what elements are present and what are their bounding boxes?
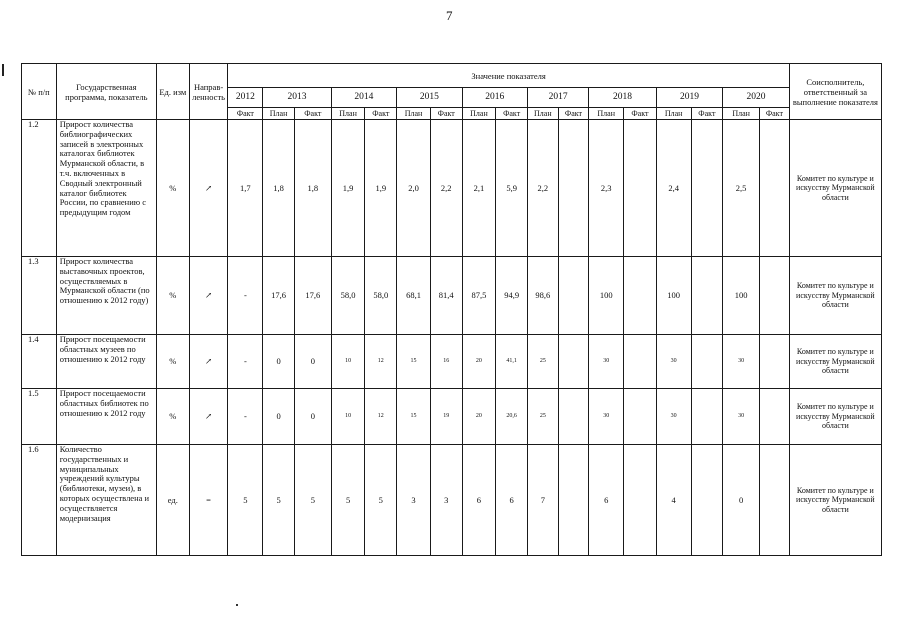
header-subcolumn: Факт xyxy=(430,108,462,120)
indicator-name: Количество государственных и муниципальных учреждений культуры (библиотеки, музеи), в которых осуществлена и осуществляется модернизация xyxy=(56,445,156,556)
value-cell: 58,0 xyxy=(331,257,365,335)
value-cell xyxy=(760,445,790,556)
value-cell: 41,1 xyxy=(496,335,528,389)
header-subcolumn: Факт xyxy=(496,108,528,120)
header-subcolumn: План xyxy=(656,108,691,120)
direction-cell: ↗ xyxy=(189,120,228,257)
value-cell: 0 xyxy=(294,389,331,445)
value-cell: 100 xyxy=(656,257,691,335)
row-number: 1.4 xyxy=(22,335,57,389)
direction-cell: = xyxy=(189,445,228,556)
header-subcolumn: План xyxy=(263,108,295,120)
header-subcolumn: Факт xyxy=(228,108,263,120)
direction-cell: ↗ xyxy=(189,389,228,445)
header-year: 2013 xyxy=(263,88,331,108)
indicator-name: Прирост количества библиографических записей в электронных каталогах библиотек Мурманской области, в т.ч. включенных в Сводный электронный каталог библиотек России, по сравнению с предыдущим годом xyxy=(56,120,156,257)
value-cell: 30 xyxy=(589,389,624,445)
value-cell: 20,6 xyxy=(496,389,528,445)
value-cell: 30 xyxy=(723,389,760,445)
value-cell: 2,2 xyxy=(527,120,558,257)
value-cell: 5 xyxy=(331,445,365,556)
header-year: 2014 xyxy=(331,88,396,108)
table-row xyxy=(22,335,882,389)
value-cell: 17,6 xyxy=(263,257,295,335)
value-cell: 3 xyxy=(430,445,462,556)
unit-cell: % xyxy=(156,335,189,389)
value-cell: 25 xyxy=(527,335,558,389)
header-subcolumn: План xyxy=(331,108,365,120)
unit-cell: % xyxy=(156,389,189,445)
header-subcolumn: Факт xyxy=(294,108,331,120)
header-subcolumn: План xyxy=(723,108,760,120)
value-cell: 58,0 xyxy=(365,257,397,335)
value-cell: 10 xyxy=(331,335,365,389)
value-cell xyxy=(691,120,723,257)
value-cell: 1,9 xyxy=(365,120,397,257)
value-cell: 19 xyxy=(430,389,462,445)
header-subcolumn: Факт xyxy=(558,108,589,120)
value-cell: 2,5 xyxy=(723,120,760,257)
indicator-name: Прирост посещаемости областных музеев по отношению к 2012 году xyxy=(56,335,156,389)
value-cell: 1,7 xyxy=(228,120,263,257)
unit-cell: ед. xyxy=(156,445,189,556)
value-cell xyxy=(558,257,589,335)
value-cell: 5,9 xyxy=(496,120,528,257)
value-cell: 0 xyxy=(294,335,331,389)
row-number: 1.5 xyxy=(22,389,57,445)
value-cell: 3 xyxy=(397,445,431,556)
value-cell: 0 xyxy=(723,445,760,556)
header-year: 2017 xyxy=(527,88,588,108)
header-year: 2016 xyxy=(462,88,527,108)
value-cell xyxy=(760,120,790,257)
executor-cell: Комитет по культуре и искусству Мурманской области xyxy=(789,120,881,257)
value-cell: 12 xyxy=(365,335,397,389)
value-cell: 30 xyxy=(723,335,760,389)
value-cell xyxy=(691,335,723,389)
value-cell: 81,4 xyxy=(430,257,462,335)
value-cell: 5 xyxy=(294,445,331,556)
value-cell xyxy=(760,335,790,389)
value-cell: 15 xyxy=(397,335,431,389)
header-year: 2015 xyxy=(397,88,462,108)
scan-speck xyxy=(236,604,238,606)
value-cell: 87,5 xyxy=(462,257,496,335)
value-cell: 68,1 xyxy=(397,257,431,335)
header-subcolumn: Факт xyxy=(624,108,657,120)
header-subcolumn: План xyxy=(527,108,558,120)
value-cell: - xyxy=(228,335,263,389)
value-cell: 5 xyxy=(365,445,397,556)
value-cell: 10 xyxy=(331,389,365,445)
value-cell: 25 xyxy=(527,389,558,445)
value-cell xyxy=(691,389,723,445)
value-cell xyxy=(624,445,657,556)
value-cell xyxy=(558,120,589,257)
value-cell: 16 xyxy=(430,335,462,389)
value-cell: 2,2 xyxy=(430,120,462,257)
header-executor: Соисполнитель, ответственный за выполнение показателя xyxy=(789,64,881,120)
value-cell: 100 xyxy=(723,257,760,335)
value-cell: 0 xyxy=(263,389,295,445)
header-subcolumn: План xyxy=(462,108,496,120)
value-cell: 6 xyxy=(496,445,528,556)
value-cell xyxy=(624,120,657,257)
unit-cell: % xyxy=(156,120,189,257)
value-cell xyxy=(760,389,790,445)
direction-cell: ↗ xyxy=(189,257,228,335)
value-cell: 20 xyxy=(462,389,496,445)
value-cell: 1,8 xyxy=(263,120,295,257)
header-num: № п/п xyxy=(22,64,57,120)
value-cell: 100 xyxy=(589,257,624,335)
indicator-name: Прирост количества выставочных проектов, осуществляемых в Мурманской области (по отношению к 2012 году) xyxy=(56,257,156,335)
header-values-title: Значение показателя xyxy=(228,64,789,88)
value-cell: 4 xyxy=(656,445,691,556)
value-cell: 2,4 xyxy=(656,120,691,257)
value-cell: 2,0 xyxy=(397,120,431,257)
header-year: 2012 xyxy=(228,88,263,108)
value-cell: 30 xyxy=(656,389,691,445)
header-subcolumn: Факт xyxy=(365,108,397,120)
value-cell: 12 xyxy=(365,389,397,445)
value-cell: 17,6 xyxy=(294,257,331,335)
executor-cell: Комитет по культуре и искусству Мурманской области xyxy=(789,257,881,335)
value-cell: 1,8 xyxy=(294,120,331,257)
value-cell: 1,9 xyxy=(331,120,365,257)
value-cell: 15 xyxy=(397,389,431,445)
header-subcolumn: План xyxy=(397,108,431,120)
unit-cell: % xyxy=(156,257,189,335)
row-number: 1.3 xyxy=(22,257,57,335)
indicator-name: Прирост посещаемости областных библиотек по отношению к 2012 году xyxy=(56,389,156,445)
value-cell: 0 xyxy=(263,335,295,389)
executor-cell: Комитет по культуре и искусству Мурманской области xyxy=(789,389,881,445)
header-direction: Направ-ленность xyxy=(189,64,228,120)
value-cell xyxy=(691,445,723,556)
header-subcolumn: Факт xyxy=(691,108,723,120)
value-cell: 30 xyxy=(589,335,624,389)
executor-cell: Комитет по культуре и искусству Мурманской области xyxy=(789,335,881,389)
row-number: 1.6 xyxy=(22,445,57,556)
value-cell xyxy=(624,389,657,445)
value-cell xyxy=(558,389,589,445)
value-cell: 2,3 xyxy=(589,120,624,257)
table-row xyxy=(22,120,882,257)
header-year: 2018 xyxy=(589,88,656,108)
table-row xyxy=(22,389,882,445)
value-cell: - xyxy=(228,257,263,335)
value-cell: 2,1 xyxy=(462,120,496,257)
value-cell xyxy=(558,335,589,389)
value-cell: 30 xyxy=(656,335,691,389)
value-cell: 5 xyxy=(263,445,295,556)
value-cell: 98,6 xyxy=(527,257,558,335)
value-cell xyxy=(691,257,723,335)
value-cell: 6 xyxy=(462,445,496,556)
table-row xyxy=(22,257,882,335)
header-subcolumn: План xyxy=(589,108,624,120)
row-number: 1.2 xyxy=(22,120,57,257)
table-row xyxy=(22,445,882,556)
value-cell xyxy=(558,445,589,556)
value-cell: 6 xyxy=(589,445,624,556)
value-cell: 94,9 xyxy=(496,257,528,335)
page-number: 7 xyxy=(446,8,453,23)
direction-cell: ↗ xyxy=(189,335,228,389)
value-cell xyxy=(624,257,657,335)
value-cell: 7 xyxy=(527,445,558,556)
header-year: 2019 xyxy=(656,88,722,108)
executor-cell: Комитет по культуре и искусству Мурманской области xyxy=(789,445,881,556)
header-year: 2020 xyxy=(723,88,790,108)
indicators-table xyxy=(21,63,882,556)
header-subcolumn: Факт xyxy=(760,108,790,120)
value-cell: 5 xyxy=(228,445,263,556)
value-cell: - xyxy=(228,389,263,445)
value-cell: 20 xyxy=(462,335,496,389)
value-cell xyxy=(624,335,657,389)
margin-mark xyxy=(2,64,4,76)
header-program: Государственная программа, показатель xyxy=(56,64,156,120)
header-unit: Ед. изм xyxy=(156,64,189,120)
value-cell xyxy=(760,257,790,335)
